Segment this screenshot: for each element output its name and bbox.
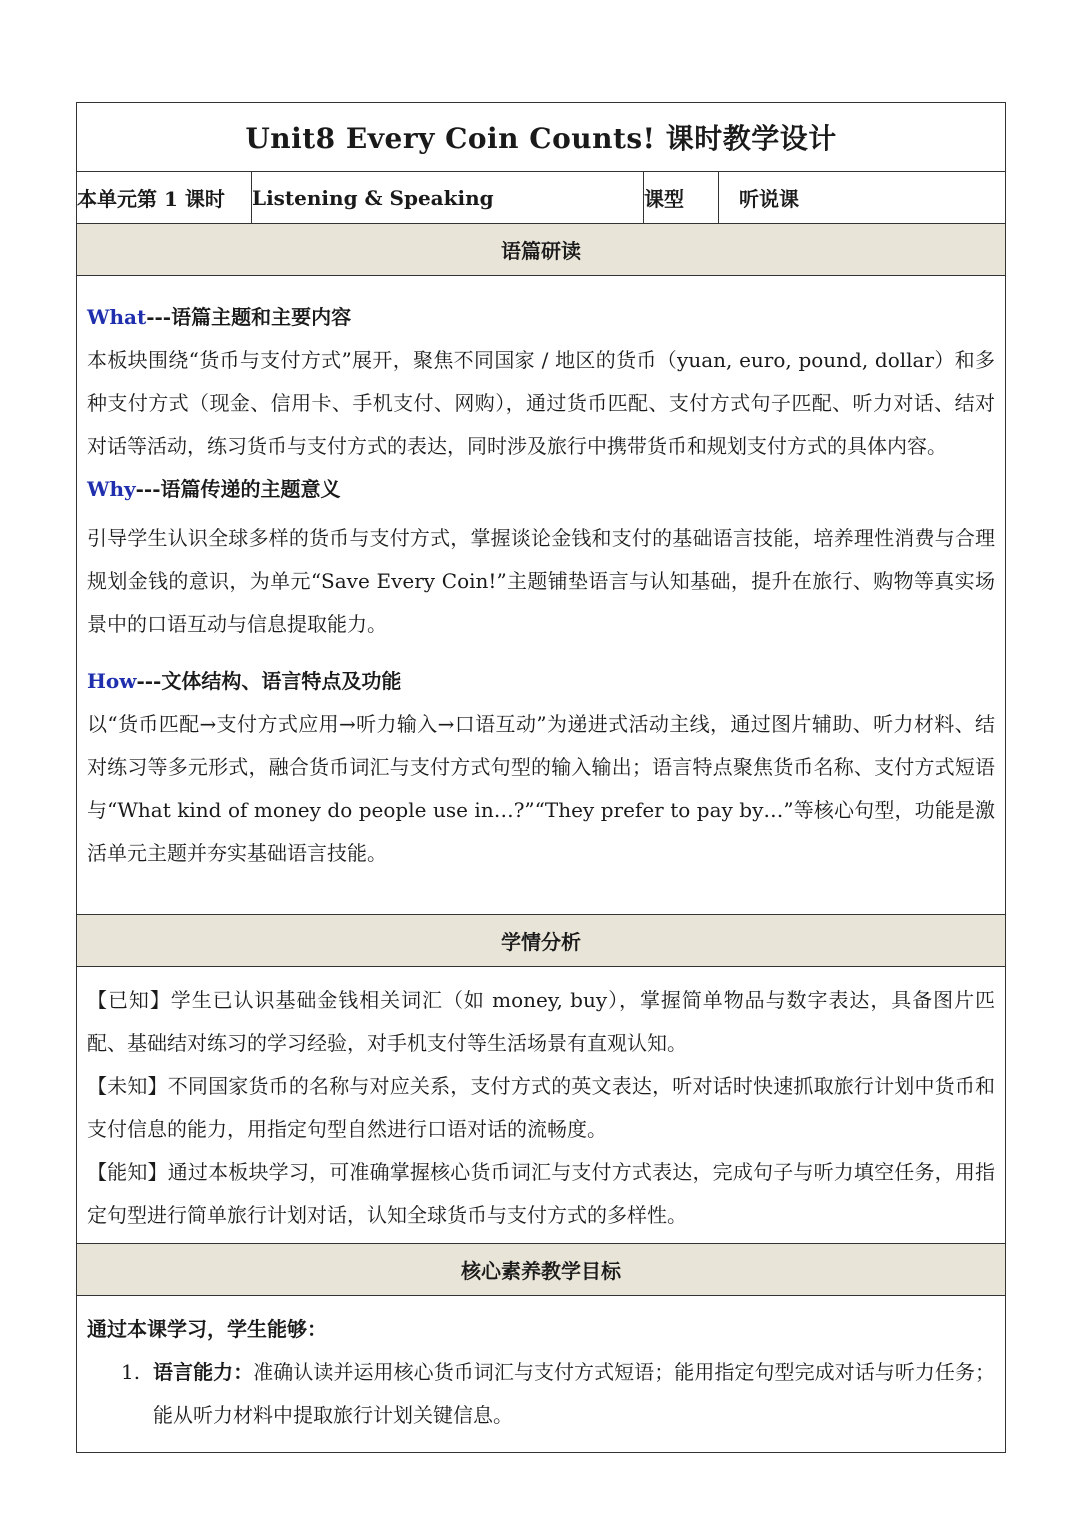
document-title: Unit8 Every Coin Counts! 课时教学设计 xyxy=(77,103,1006,172)
unknown-tag: 【未知】 xyxy=(87,1074,168,1098)
what-subtitle: ---语篇主题和主要内容 xyxy=(146,305,352,329)
list-item-label: 语言能力： xyxy=(153,1360,254,1384)
able-paragraph xyxy=(87,1151,995,1237)
lesson-number: 本单元第 1 课时 xyxy=(77,172,252,224)
known-tag: 【已知】 xyxy=(87,988,171,1012)
what-keyword: What xyxy=(87,305,147,329)
lesson-type-value: 听说课 xyxy=(719,172,1006,224)
known-text: 学生已认识基础金钱相关词汇（如 money, buy），掌握简单物品与数字表达，具备图片匹配、基础结对练习的学习经验，对手机支付等生活场景有直观认知。 xyxy=(87,988,996,1055)
how-keyword: How xyxy=(87,669,137,693)
how-subtitle: ---文体结构、语言特点及功能 xyxy=(136,669,402,693)
unknown-text: 不同国家货币的名称与对应关系，支付方式的英文表达，听对话时快速抓取旅行计划中货币和支付信息的能力，用指定句型自然进行口语对话的流畅度。 xyxy=(87,1074,996,1141)
lesson-type-label: 课型 xyxy=(644,172,719,224)
lesson-design-page xyxy=(76,102,1005,1427)
why-keyword: Why xyxy=(87,477,136,501)
how-paragraph: 以“货币匹配→支付方式应用→听力输入→口语互动”为递进式活动主线，通过图片辅助、听力材料、结对练习等多元形式，融合货币词汇与支付方式句型的输入输出；语言特点聚焦货币名称、支付方式短语与“What kind of money do people use in…?”“They prefer to pay by…”等核心句型，功能是激活单元主题并夯实基础语言技能。 xyxy=(87,712,996,865)
objectives-intro: 通过本课学习，学生能够： xyxy=(87,1317,327,1341)
list-item xyxy=(87,1351,995,1437)
able-tag: 【能知】 xyxy=(87,1160,168,1184)
list-item-text: 准确认读并运用核心货币词汇与支付方式短语；能用指定句型完成对话与听力任务；能从听力材料中提取旅行计划关键信息。 xyxy=(153,1360,996,1427)
why-subtitle: ---语篇传递的主题意义 xyxy=(135,477,341,501)
section-heading-text-analysis: 语篇研读 xyxy=(77,224,1006,276)
lesson-design-table xyxy=(76,102,1006,1453)
able-text: 通过本板块学习，可准确掌握核心货币词汇与支付方式表达，完成句子与听力填空任务，用指定句型进行简单旅行计划对话，认知全球货币与支付方式的多样性。 xyxy=(87,1160,996,1227)
unknown-paragraph xyxy=(87,1065,995,1151)
core-objectives-body xyxy=(77,1296,1006,1453)
how-heading xyxy=(87,660,995,703)
what-paragraph: 本板块围绕“货币与支付方式”展开，聚焦不同国家 / 地区的货币（yuan, euro, pound, dollar）和多种支付方式（现金、信用卡、手机支付、网购），通过货币匹配、支付方式句子匹配、听力对话、结对对话等活动，练习货币与支付方式的表达，同时涉及旅行中携带货币和规划支付方式的具体内容。 xyxy=(87,348,996,458)
lesson-name: Listening & Speaking xyxy=(252,172,644,224)
known-paragraph xyxy=(87,979,995,1065)
learner-analysis-body xyxy=(77,967,1006,1244)
what-heading xyxy=(87,296,995,339)
section-heading-learner-analysis: 学情分析 xyxy=(77,915,1006,967)
list-item-number: 1. xyxy=(121,1360,141,1384)
text-analysis-body xyxy=(77,276,1006,915)
why-heading xyxy=(87,468,995,511)
section-heading-core-objectives: 核心素养教学目标 xyxy=(77,1244,1006,1296)
why-paragraph: 引导学生认识全球多样的货币与支付方式，掌握谈论金钱和支付的基础语言技能，培养理性消费与合理规划金钱的意识，为单元“Save Every Coin!”主题铺垫语言与认知基础，提升在旅行、购物等真实场景中的口语互动与信息提取能力。 xyxy=(87,526,996,636)
